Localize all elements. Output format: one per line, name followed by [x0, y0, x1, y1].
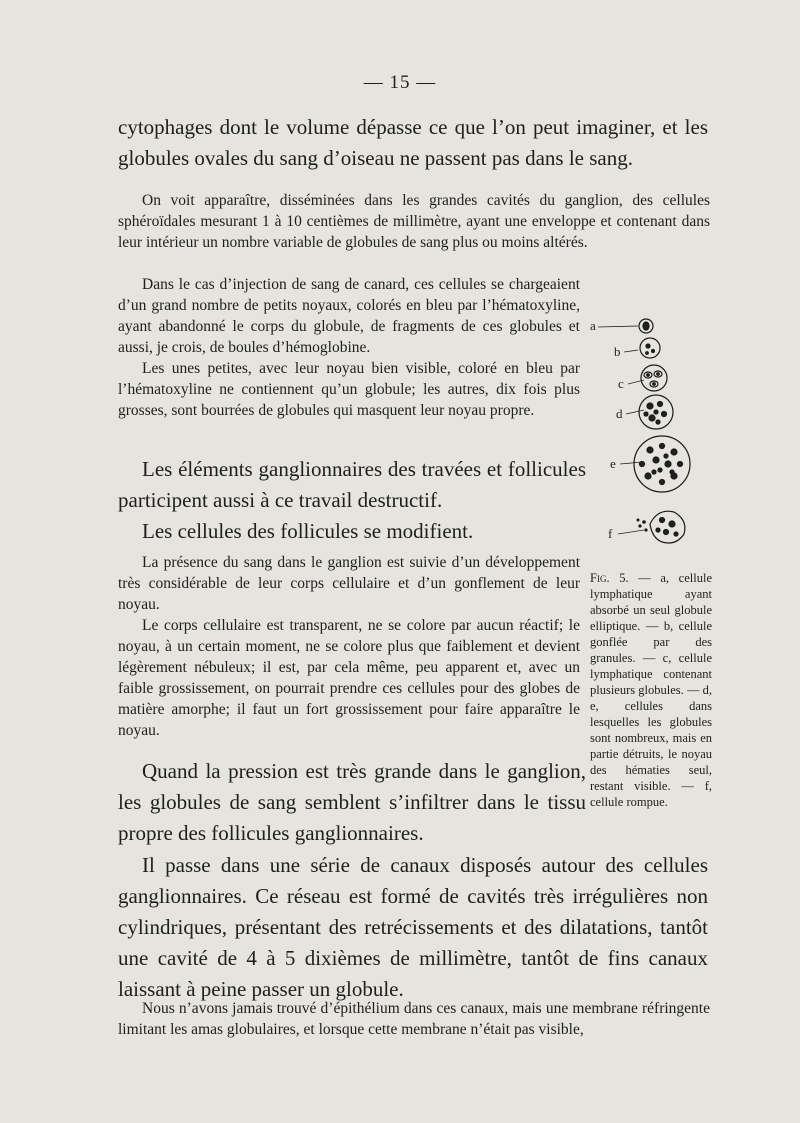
para-petites: Les unes petites, avec leur noyau bien visible, coloré en bleu par l’hématoxyline ne contiennent qu’un globule; les autres, dix fois plus grosses, sont bourrées de globules qui masquent leur noyau propre.	[118, 360, 580, 419]
cell-d-icon	[639, 395, 673, 429]
label-e: e	[610, 456, 616, 471]
figure-cells	[588, 312, 700, 552]
paragraph-pression	[118, 756, 586, 849]
cell-c-icon	[641, 365, 667, 391]
para-corps: Le corps cellulaire est transparent, ne se colore par aucun réactif; le noyau, à un certain moment, ne se colore plus que faiblement et devient légèrement nébuleux; il est, par cela même, peu apparent et, avec un faible grossissement, on pourrait prendre ces cellules pour des globes de matière amorphe; il faut un fort grossissement pour faire apparaître le noyau.	[118, 617, 580, 739]
label-c: c	[618, 376, 624, 391]
para-follicules: Les cellules des follicules se modifient.	[142, 519, 474, 543]
leader-f	[618, 530, 644, 534]
cell-e-icon	[634, 436, 690, 492]
figure-number: Fig. 5.	[590, 571, 629, 585]
leader-a	[598, 326, 638, 327]
intro-text: cytophages dont le volume dépasse ce que l’on peut imaginer, et les globules ovales du sang d’oiseau ne passent pas dans le sang.	[118, 115, 708, 170]
page-number: — 15 —	[363, 72, 437, 93]
leader-d	[626, 410, 644, 414]
para-passe: Il passe dans une série de canaux disposés autour des cellules ganglionnaires. Ce réseau est formé de cavités très irrégulières non cylindriques, présentant des retrécissements et des dilatations, tantôt une cavité de 4 à 5 dixièmes de millimètre, tantôt de fins canaux laissant à peine passer un globule.	[118, 853, 708, 1001]
label-b: b	[614, 344, 621, 359]
label-a: a	[590, 318, 596, 333]
label-f: f	[608, 526, 613, 541]
leader-b	[624, 350, 638, 352]
paragraph-epithelium	[118, 998, 710, 1040]
paragraph-cellules-spheroidales	[118, 190, 710, 253]
paragraph-canaux	[118, 850, 708, 1005]
para-presence: La présence du sang dans le ganglion est suivie d’un développement très considérable de leur corps cellulaire et d’un gonflement de leur noyau.	[118, 554, 580, 613]
para-elements: Les éléments ganglionnaires des travées et follicules participent aussi à ce travail destructif.	[118, 457, 586, 512]
leader-e	[620, 462, 642, 464]
figure-caption	[590, 570, 712, 810]
cell-a-icon	[639, 319, 653, 333]
para-pression: Quand la pression est très grande dans le ganglion, les globules de sang semblent s’infiltrer dans le tissu propre des follicules ganglionnaires.	[118, 759, 586, 845]
large-text-column	[118, 454, 586, 547]
small-text-column-2	[118, 552, 580, 741]
small-text-column	[118, 274, 580, 421]
para-canard: Dans le cas d’injection de sang de canard, ces cellules se chargeaient d’un grand nombre de petits noyaux, colorés en bleu par l’hématoxyline, ayant abandonné le corps du globule, de fragments de ces globules et aussi, je crois, de boules d’hémoglobine.	[118, 276, 580, 356]
cell-f-icon	[637, 511, 685, 543]
figure-caption-text: — a, cellule lymphatique ayant absorbé un seul globule elliptique. — b, cellule gonflée par des granules. — c, cellule lymphatique contenant plusieurs globules. — d, e, cellules dans lesquelles les globules sont nombreux, mais en partie détruits, le noyau des hématies seul, restant visible. — f, cellule rompue.	[590, 571, 712, 809]
label-d: d	[616, 406, 623, 421]
cell-b-icon	[640, 338, 660, 358]
para-nous: Nous n’avons jamais trouvé d’épithélium dans ces canaux, mais une membrane réfringente limitant les amas globulaires, et lorsque cette membrane n’était pas visible,	[118, 1000, 710, 1038]
intro-paragraph	[118, 112, 708, 174]
para-apparait: On voit apparaître, disséminées dans les grandes cavités du ganglion, des cellules sphéroïdales mesurant 1 à 10 centièmes de millimètre, ayant une enveloppe et contenant dans leur intérieur un nombre variable de globules de sang plus ou moins altérés.	[118, 192, 710, 251]
